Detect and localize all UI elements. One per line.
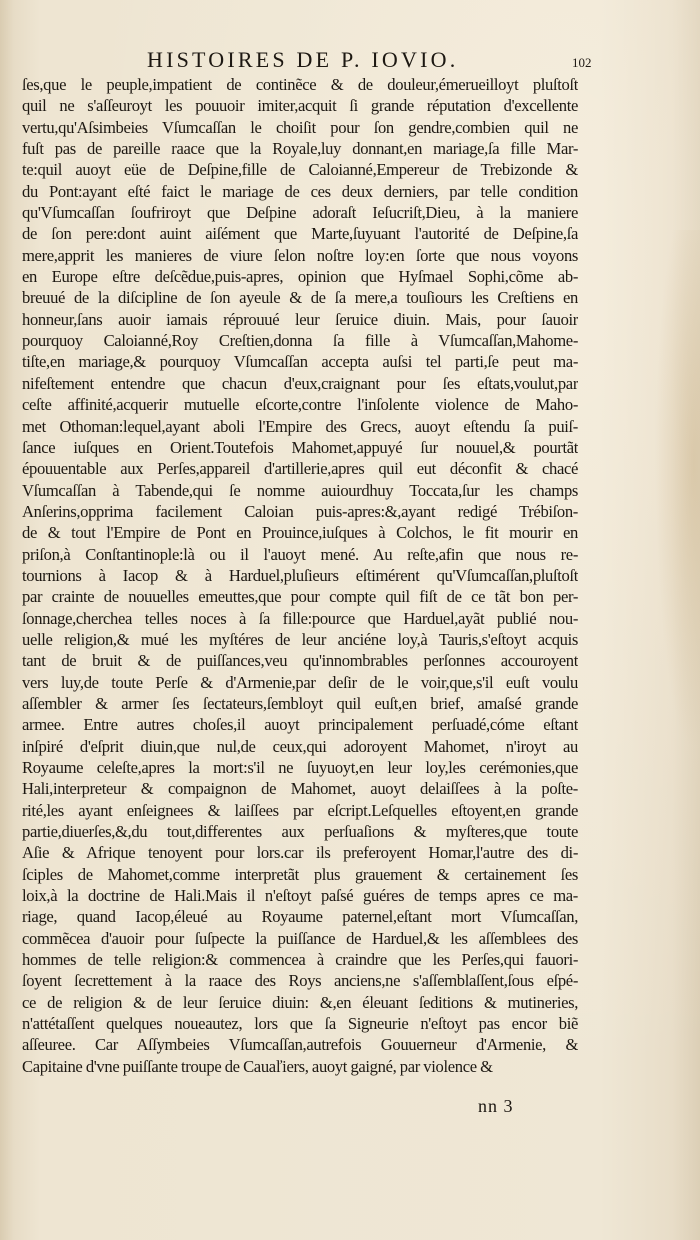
text-line: priſon,à Conſtantinople:là ou il l'auoyt mené. Au reſte,afin que nous re- xyxy=(22,544,578,564)
text-line: vertu,qu'Aſsimbeies Vſumcaſſan le choiſit pour ſon gendre,combien quil ne xyxy=(22,117,578,137)
text-line: aſſeuree. Car Aſſymbeies Vſumcaſſan,autrefois Gouuerneur d'Armenie, & xyxy=(22,1035,578,1055)
text-line: uelle religion,& mué les myſtéres de leur anciéne loy,à Tauris,s'eſtoyt acquis xyxy=(22,629,578,649)
text-line: armee. Entre autres choſes,il auoyt principalement perſuadé,cóme eſtant xyxy=(22,715,578,735)
text-line: tant de bruit & de puiſſances,veu qu'innombrables perſonnes accouroyent xyxy=(22,651,578,671)
text-line: en Europe eſtre deſcẽdue,puis-apres, opinion que Hyſmael Sophi,cõme ab- xyxy=(22,267,578,287)
text-line: aſſembler & armer ſes ſectateurs,ſembloyt quil euſt,en brief, amaſsé grande xyxy=(22,693,578,713)
text-line: breuué de la diſcipline de ſon ayeule & de ſa mere,a touſiours les Creſtiens en xyxy=(22,288,578,308)
text-line: ſciples de Mahomet,comme interpretãt plus grauement & certainement ſes xyxy=(22,864,578,884)
text-line: met Othoman:lequel,ayant aboli l'Empire des Grecs, auoyt eſtendu ſa puiſ- xyxy=(22,416,578,436)
text-line: ſonnage,cherchea telles noces à ſa fille:pource que Harduel,ayãt publié nou- xyxy=(22,608,578,628)
text-line: Hali,interpreteur & compaignon de Mahomet, auoyt delaiſſees à la poſte- xyxy=(22,779,578,799)
text-line: tiſte,en mariage,& pourquoy Vſumcaſſan accepta auſsi tel parti,ſe peut ma- xyxy=(22,352,578,372)
text-line: riage, quand Iacop,éleué au Royaume paternel,eſtant mort Vſumcaſſan, xyxy=(22,907,578,927)
text-line: nifeſtement entendre que chacun d'eux,craignant pour ſes eſtats,voulut,par xyxy=(22,373,578,393)
text-line: épouuentable aux Perſes,appareil d'artillerie,apres quil eut déconfit & chacé xyxy=(22,459,578,479)
signature-mark: nn 3 xyxy=(478,1096,514,1116)
text-line: qu'Vſumcaſſan ſoufriroyt que Deſpine adoraſt Ieſucriſt,Dieu, à la maniere xyxy=(22,203,578,223)
text-line: honneur,ſans auoir iamais réprouué leur ſeruice diuin. Mais, pour ſauoir xyxy=(22,309,578,329)
text-line: te:quil auoyt eüe de Deſpine,fille de Caloianné,Empereur de Trebizonde & xyxy=(22,160,578,180)
text-line: partie,diuerſes,&,du tout,differentes aux perſuaſions & myſteres,que toute xyxy=(22,822,578,842)
text-line: du Pont:ayant eſté faict le mariage de ces deux derniers, par telle condition xyxy=(22,181,578,201)
text-line: commẽcea d'auoir pour ſuſpecte la puiſſance de Harduel,& les aſſemblees des xyxy=(22,928,578,948)
text-line: mere,apprit les manieres de viure ſelon noſtre loy:en ſorte que nous voyons xyxy=(22,245,578,265)
text-line: inſpiré d'eſprit diuin,que nul,de ceux,qui adoroyent Mahomet, n'iroyt au xyxy=(22,736,578,756)
text-line: fuſt pas de pareille raace que la Royale,luy donnant,en mariage,ſa fille Mar- xyxy=(22,139,578,159)
folio-number: 102 xyxy=(572,55,592,70)
text-line: rité,les ayant enſeignees & laiſſees par eſcript.Leſquelles eſtoyent,en grande xyxy=(22,800,578,820)
paper-stain xyxy=(655,230,700,750)
text-line: Royaume celeſte,apres la mort:s'il ne ſuyuoyt,en leur loy,les cerémonies,que xyxy=(22,758,578,777)
running-title: HISTOIRES DE P. IOVIO. xyxy=(147,47,459,72)
text-line: loix,à la doctrine de Hali.Mais il n'eſtoyt paſsé guéres de temps apres ce ma- xyxy=(22,886,578,906)
text-line: hommes de telle religion:& commencea à craindre que les Perſes,qui fauori- xyxy=(22,950,578,970)
text-line: Capitaine d'vne puiſſante troupe de Cauaľiers, auoyt gaigné, par violence & xyxy=(22,1056,493,1076)
text-line: de ſon pere:dont auint aiſément que Marte,ſuyuant l'autorité de Deſpine,ſa xyxy=(22,224,578,244)
text-line: Anſerins,opprima facilement Caloian puis-apres:&,ayant redigé Trébiſon- xyxy=(22,501,578,521)
text-line: ceſte affinité,acquerir mutuelle eſcorte,contre l'inſolente violence de Maho- xyxy=(22,395,578,415)
text-line: ce de religion & de leur ſeruice diuin: &,en éleuant ſeditions & mutineries, xyxy=(22,992,578,1012)
running-head xyxy=(0,47,700,77)
body-text xyxy=(22,74,578,1077)
text-line: tournions à Iacop & à Harduel,pluſieurs eſtimérent qu'Vſumcaſſan,pluſtoſt xyxy=(22,565,578,585)
text-line: par crainte de nouuelles emeuttes,que pour compte quil fiſt de ce tãt bon per- xyxy=(22,587,578,607)
text-line: de & tout l'Empire de Pont en Prouince,iuſques à Colchos, le fit mourir en xyxy=(22,523,578,543)
text-line: n'attétaſſent quelques noueautez, lors que ſa Signeurie n'eſtoyt pas encor biẽ xyxy=(22,1014,578,1034)
text-line: ſance iuſques en Orient.Toutefois Mahomet,appuyé ſur nouuel,& pourtãt xyxy=(22,437,578,457)
text-line: Aſie & Afrique tenoyent pour lors.car ils preferoyent Homar,l'autre des di- xyxy=(22,843,578,863)
text-line: Vſumcaſſan à Tabende,qui ſe nomme auiourdhuy Toccata,ſur les champs xyxy=(22,480,578,500)
text-line: vers luy,de toute Perſe & d'Armenie,par deſir de le voir,que,s'il euſt voulu xyxy=(22,672,578,692)
text-line: ſes,que le peuple,impatient de continẽce & de douleur,émerueilloyt pluſtoſt xyxy=(22,75,578,94)
text-line: quil ne s'aſſeuroyt les pouuoir imiter,acquit ſi grande réputation d'excellente xyxy=(22,96,578,116)
text-line: pourquoy Caloianné,Roy Creſtien,donna ſa fille à Vſumcaſſan,Mahome- xyxy=(22,331,578,351)
text-line: ſoyent ſecrettement à la raace des Roys anciens,ne s'aſſemblaſſent,ſous eſpé- xyxy=(22,971,578,991)
